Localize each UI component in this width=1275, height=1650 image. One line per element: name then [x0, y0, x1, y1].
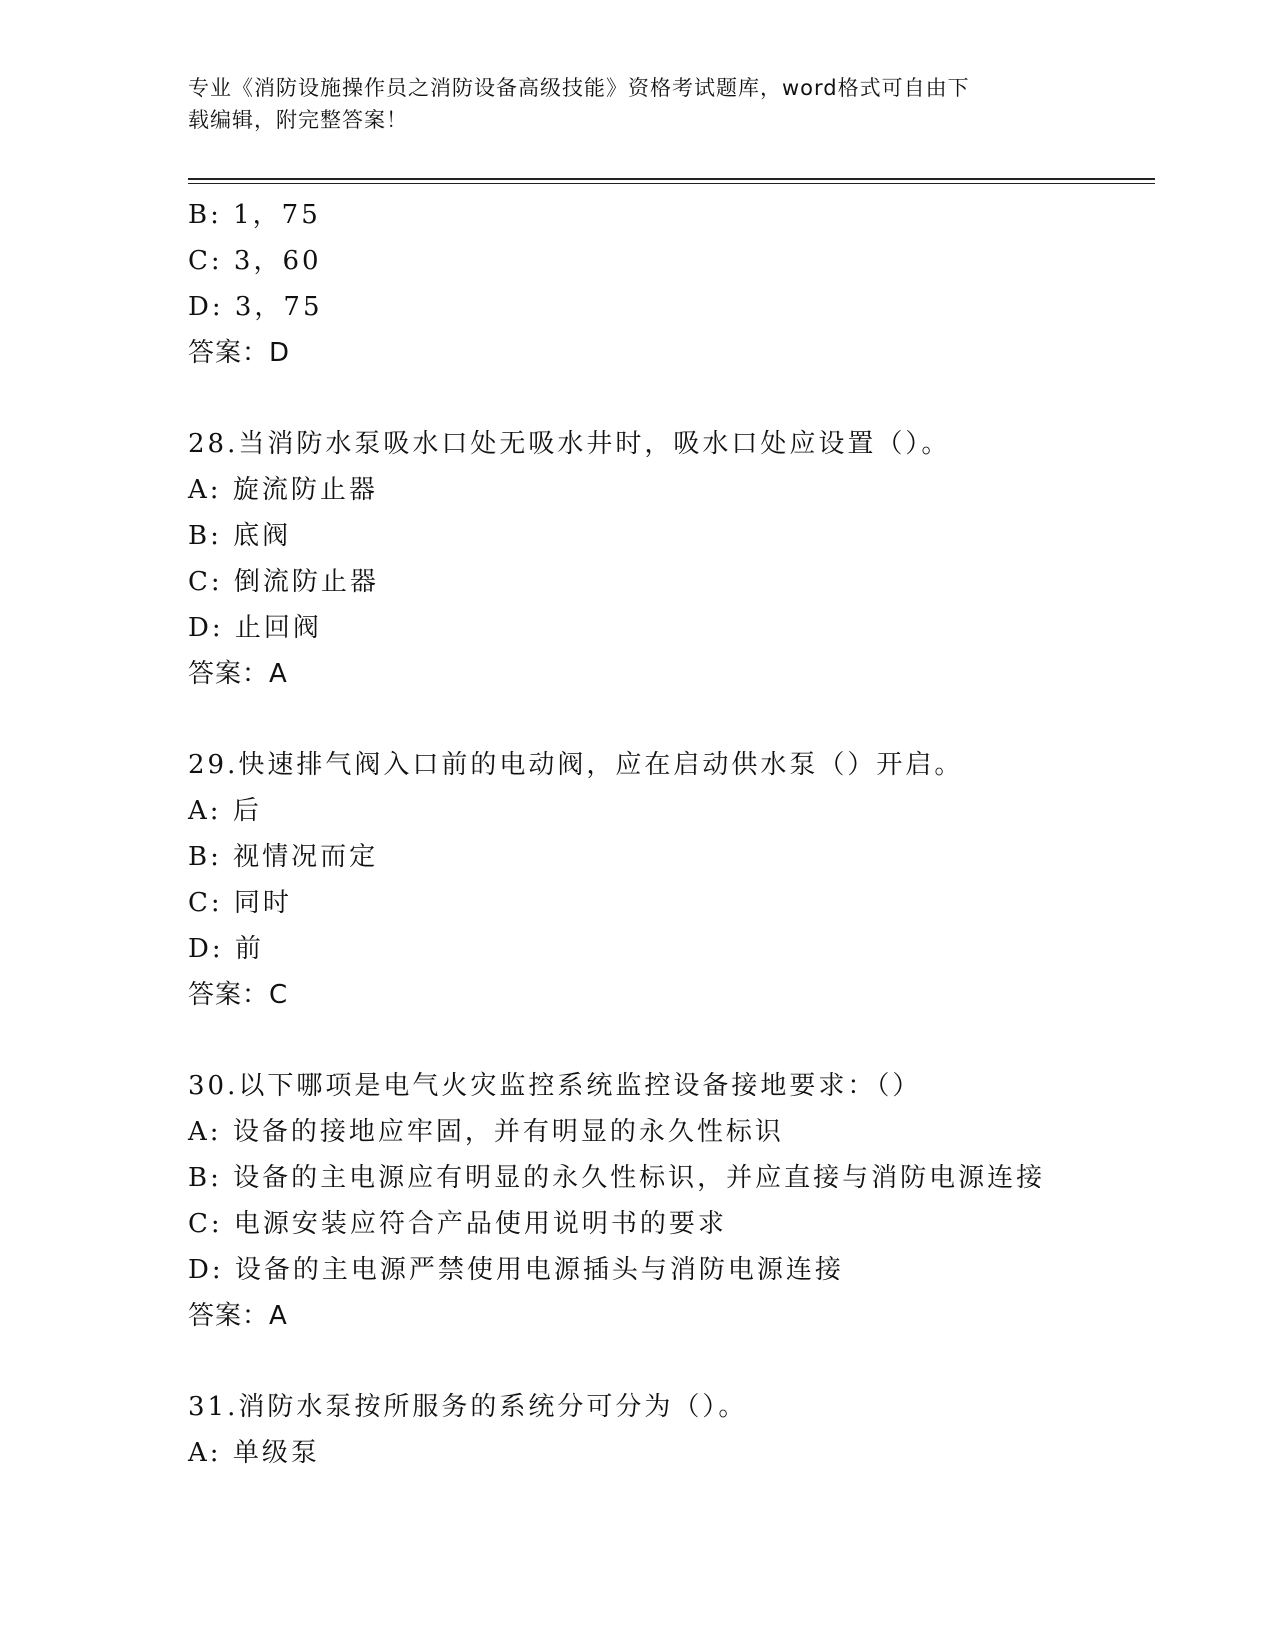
option-text: 底阀: [233, 521, 292, 551]
question-list: [188, 192, 1148, 1476]
option-letter: A:: [188, 475, 222, 505]
option-text: 3，75: [234, 292, 323, 322]
header-rule-thin: [188, 183, 1155, 184]
question-block-27: [188, 192, 1148, 376]
option-text: 倒流防止器: [233, 567, 379, 597]
question-block-29: [188, 742, 1148, 1018]
option-d: [188, 1247, 1148, 1293]
option-text: 同时: [233, 888, 292, 918]
option-text: 后: [232, 796, 262, 826]
answer-line: 答案：A: [188, 1301, 288, 1331]
option-text: 设备的主电源应有明显的永久性标识，并应直接与消防电源连接: [233, 1163, 1046, 1193]
question-stem: 28.当消防水泵吸水口处无吸水井时，吸水口处应设置（）。: [188, 429, 951, 459]
option-letter: B:: [188, 842, 222, 872]
header-line-2: 载编辑，附完整答案！: [188, 108, 408, 132]
question-block-28: [188, 421, 1148, 697]
option-text: 1，75: [233, 200, 321, 230]
option-text: 旋流防止器: [232, 475, 378, 505]
option-letter: C:: [188, 888, 223, 918]
option-letter: D:: [188, 934, 224, 964]
option-a: [188, 1109, 1148, 1155]
option-letter: A:: [188, 796, 222, 826]
option-letter: A:: [188, 1117, 222, 1147]
option-c: [188, 559, 1148, 605]
option-text: 设备的主电源严禁使用电源插头与消防电源连接: [234, 1255, 844, 1285]
option-letter: B:: [188, 1163, 222, 1193]
option-d: [188, 605, 1148, 651]
option-b: [188, 1155, 1148, 1201]
option-c: [188, 1201, 1148, 1247]
option-a: [188, 1430, 1148, 1476]
option-letter: D:: [188, 1255, 224, 1285]
question-block-31: [188, 1384, 1148, 1476]
option-b: [188, 513, 1148, 559]
option-d: [188, 926, 1148, 972]
answer-line: 答案：A: [188, 659, 288, 689]
header-rule-thick: [188, 178, 1155, 180]
option-letter: C:: [188, 246, 223, 276]
option-letter: B:: [188, 200, 222, 230]
question-stem: 30.以下哪项是电气火灾监控系统监控设备接地要求：（）: [188, 1071, 922, 1101]
option-d: [188, 284, 1148, 330]
option-letter: D:: [188, 292, 224, 322]
option-letter: B:: [188, 521, 222, 551]
question-stem: 29.快速排气阀入口前的电动阀，应在启动供水泵（）开启。: [188, 750, 964, 780]
option-text: 前: [234, 934, 264, 964]
option-text: 电源安装应符合产品使用说明书的要求: [233, 1209, 727, 1239]
option-c: [188, 880, 1148, 926]
option-letter: C:: [188, 1209, 223, 1239]
option-text: 视情况而定: [233, 842, 379, 872]
question-block-30: [188, 1063, 1148, 1339]
option-letter: C:: [188, 567, 223, 597]
option-text: 单级泵: [232, 1438, 320, 1468]
header-line-1: 专业《消防设施操作员之消防设备高级技能》资格考试题库，word格式可自由下: [188, 76, 970, 100]
option-text: 3，60: [233, 246, 322, 276]
answer-line: 答案：D: [188, 338, 291, 368]
option-text: 止回阀: [234, 613, 322, 643]
answer-line: 答案：C: [188, 980, 289, 1010]
option-b: [188, 192, 1148, 238]
option-c: [188, 238, 1148, 284]
option-a: [188, 467, 1148, 513]
question-stem: 31.消防水泵按所服务的系统分可分为（）。: [188, 1392, 748, 1422]
document-header: [188, 72, 1068, 136]
option-letter: A:: [188, 1438, 222, 1468]
option-letter: D:: [188, 613, 224, 643]
option-text: 设备的接地应牢固，并有明显的永久性标识: [232, 1117, 784, 1147]
option-b: [188, 834, 1148, 880]
option-a: [188, 788, 1148, 834]
